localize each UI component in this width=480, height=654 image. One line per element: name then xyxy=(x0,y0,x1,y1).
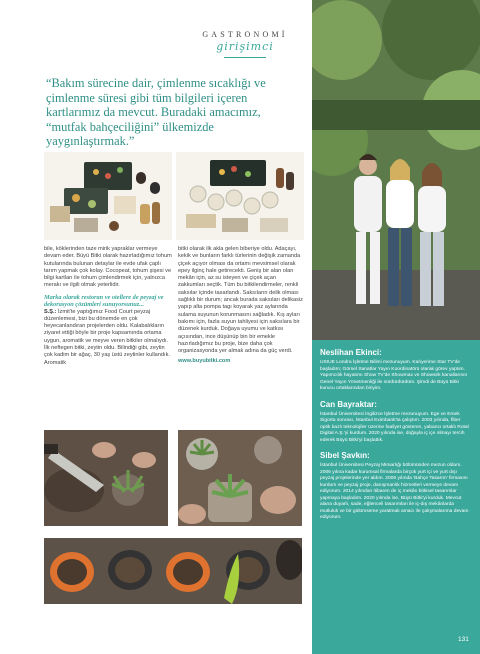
seed-kit-photo-2 xyxy=(176,152,304,240)
seed-kit-photo-1 xyxy=(44,152,172,240)
gardening-photo-1 xyxy=(44,430,168,526)
website-link[interactable]: www.buyubitki.com xyxy=(178,358,231,365)
bio-panel xyxy=(312,340,480,654)
bio-name: Neslihan Ekinci: xyxy=(320,348,382,357)
gardening-photo-2 xyxy=(178,430,302,526)
founders-photo xyxy=(312,0,480,340)
bio-text: İstanbul Üniversitesi Peyzaj Mimarlığı bölümünden mezun oldum. 2006 yılına kadar kurumsal firmalarda birçok yurt içi ve yurt dışı peyzaj projelerinde yer aldım. 2006 yılında 'Bahçe Tasarım' firmasını kurdum ve peyzaj proje, danışmanlık hizmetleri vermeye devam ediyorum. 2014 yılından itibaren de iç mekân bitkisel tasarımlar yapmaya başladım. 2020 yılında ise, Büyü Bitki'yi kurduk. Mevcut alana duyarlı, sade, eğlenceli tasarımları ile iç-dış mekânlarda mutluluk ve bir gülümseme yaratmak amacı ile çalışmalarıma devam ediyorum. xyxy=(320,463,469,520)
answer-text: İzmit'te yaptığımız Food Court peyzaj düzenlemesi, bizi bu dönemde en çok heyecanlandıran projelerden oldu. Kalabalıkların ziyaret ettiği böyle bir proje kapsamında ortama uygun, aromatik ve meyve veren bitkiler olmalıydı. İlk neftegen bitki, zeytin oldu. Bilindiği gibi, zeytin çok kadim bir ağaç, 30 yaş üstü zeytinler kullandık. Aromatik xyxy=(44,308,170,366)
bio-text: USIUE Londra İşletme Bilimi mezunuyum. Kariyerime Star TV'de başladım; Görsel Sanatlar Yayın Koordinatörü olarak görev yaptım. Yapımcılık hayatımı Show TV'de Showmax ve Showsirk kanallarının Genel Yayın Yönetmenliği ile sürdürdürdüm. Şimdi de Büyü Bitki kurucu ortaklarından biriyim. xyxy=(320,360,468,391)
bio-neslihan xyxy=(320,348,472,393)
bio-sibel xyxy=(320,451,472,522)
bio-text: İstanbul Üniversitesi İngilizce İşletme mezunuyum. Ege ve Emek Sigorta sonrası, İstanbul Eximbank'ta çalıştım. 2003 yılında, fiber optik bazlı teknolojiler üzerine faaliyet gösteren, yabancı ortaklı Rotal Digital A.Ş.'yi kurdum. 2020 yılında ise, doğayla iç içe olmayı tercih ederek Büyü Bitki'yi başlattık. xyxy=(320,411,469,443)
paragraph xyxy=(44,309,172,367)
interview-question: Marka olarak restoran ve otellere de peyzaj ve dekorasyon çözümleri sunuyorsunuz... xyxy=(44,293,164,309)
section-subtitle: girişimci xyxy=(216,40,274,53)
paragraph: bile, köklerinden taze mirik yapraklar vermeye devam eder. Büyü Bitki olarak hazırladığımız tohum kutularında bulunan detaylar ile evde ufak çaplı tarım yapmak çok kolay. Cocopeat, tohum şişesi ve bilgi kartları ile tohum çimlendirmek için, yalnızca merakı ve ilgili olmak yeterlidir. xyxy=(44,246,172,289)
bio-name: Can Bayraktar: xyxy=(320,399,377,409)
section-title: GASTRONOMİ xyxy=(202,30,288,39)
paragraph: bitki olarak ilk akla gelen biberiye oldu. Adaçayı, kekik ve bunların farklı türlerinin değişik zamanda çiçek açıyor olması da ortamı mevsimsel olarak epey ilginç hale getirecekti. Geniş bir alan olan mekân için, az su isteyen ve çiçek açan zakkumları seçtik. Tüm bu bitkilendirmeler, renkli saksılar içinde tasarlandı. Saksıların delik olması sağlıklı bir durum; ancak burada saksıları delikasiz yapıp alta pompa tagı koyarak yaz aylarında sulama suyunun korunmasını sağladık. Kış ayları bakımı için, fazla suyun tahliyesi için saksılara bir düzenek kurduk. Doğaya uyumu ve katkısı açısından, ince düşünüp bin bir emekle hazırladığımız bu proje, bize daha çok organizasyonda yer almak adına da güç verdi. xyxy=(178,246,303,355)
seed-tray-photo xyxy=(44,538,302,604)
article-column-1 xyxy=(44,246,172,367)
page-number: 131 xyxy=(458,636,469,643)
article-column-2 xyxy=(178,246,304,366)
pull-quote: “Bakım sürecine dair, çimlenme sıcaklığı ve çimlenme süresi gibi tüm bilgileri içeren kartlarımız da mevcut. Buradaki amacımız, “mutfak bahçeciliğini” ülkemizde yaygınlaştırmak.” xyxy=(46,76,266,149)
article-right xyxy=(312,0,480,654)
speaker-initials: S.Ş.: xyxy=(44,308,57,315)
bio-can xyxy=(320,400,472,445)
bio-name: Sibel Şavkın: xyxy=(320,451,370,460)
divider xyxy=(224,57,266,58)
